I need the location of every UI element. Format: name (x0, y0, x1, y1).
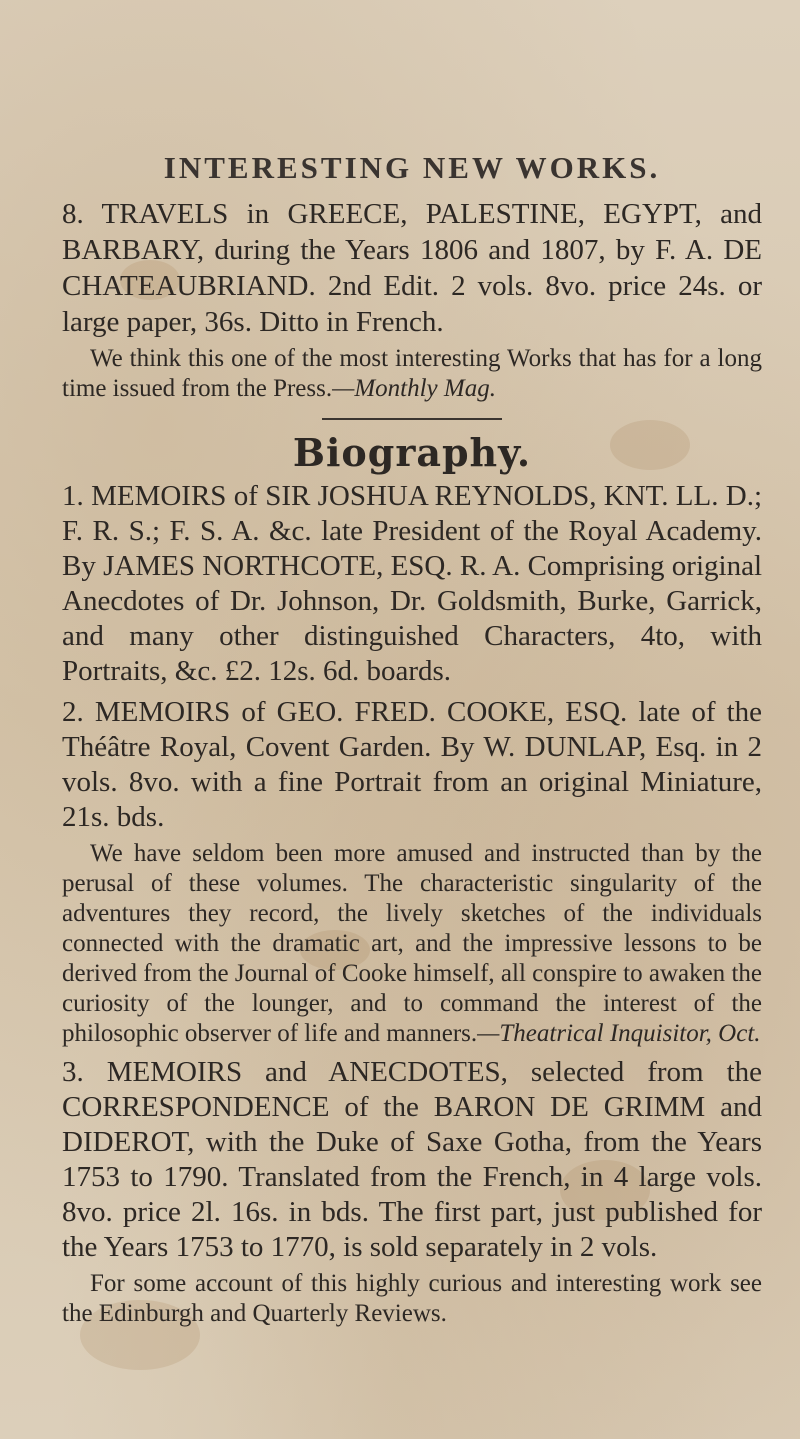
divider-rule (322, 418, 502, 420)
review-source: —Theatrical Inquisitor, Oct. (477, 1020, 761, 1047)
entry-grimm (62, 1055, 762, 1329)
entry-body: MEMOIRS of SIR JOSHUA REYNOLDS, KNT. LL. D.; F. R. S.; F. S. A. &c. late President of the Royal Academy. By JAMES NORTHCOTE, ESQ. R. A. Comprising original Anecdotes of Dr. Johnson, Dr. Goldsmith, Burke, Garrick, and many other distinguished Characters, 4to, with Portraits, &c. £2. 12s. 6d. boards. (62, 480, 762, 687)
entry-reynolds (62, 479, 762, 689)
entry-travels (62, 196, 762, 404)
review-text: We have seldom been more amused and instructed than by the perusal of these volumes. The characteristic singularity of the adventures they record, the lively sketches of the individuals connected with the dramatic art, and the impressive lessons to be derived from the Journal of Cooke himself, all conspire to awaken the curiosity of the lounger, and to command the interest of the philosophic observer of life and manners. (62, 840, 762, 1047)
entry-number: 1. (62, 480, 84, 512)
review-quote (62, 839, 762, 1049)
review-quote (62, 1269, 762, 1329)
entry-text (62, 479, 762, 689)
review-source: —Monthly Mag. (332, 375, 496, 402)
entry-body: TRAVELS in GREECE, PALESTINE, EGYPT, and BARBARY, during the Years 1806 and 1807, by F. A. DE CHATEAUBRIAND. 2nd Edit. 2 vols. 8vo. price 24s. or large paper, 36s. Ditto in French. (62, 198, 763, 338)
page-header: INTERESTING NEW WORKS. (163, 150, 661, 185)
entry-number: 2. (62, 696, 84, 728)
section-title: Biography. (292, 430, 532, 475)
entry-number: 3. (62, 1056, 84, 1088)
review-quote (62, 344, 762, 404)
page-content (62, 150, 762, 1335)
entry-number: 8. (62, 198, 84, 230)
entry-body: MEMOIRS and ANECDOTES, selected from the CORRESPONDENCE of the BARON DE GRIMM and DIDEROT, with the Duke of Saxe Gotha, from the Years 1753 to 1790. Translated from the French, in 4 large vols. 8vo. price 2l. 16s. in bds. The first part, just published for the Years 1753 to 1770, is sold separately in 2 vols. (62, 1056, 763, 1263)
review-text: For some account of this highly curious and interesting work see the Edinburgh and Quarterly Reviews. (62, 1270, 762, 1327)
entry-text (62, 1055, 762, 1265)
entry-body: MEMOIRS of GEO. FRED. COOKE, ESQ. late of the Théâtre Royal, Covent Garden. By W. DUNLAP, Esq. in 2 vols. 8vo. with a fine Portrait from an original Miniature, 21s. bds. (62, 696, 763, 833)
entry-text (62, 196, 762, 340)
entry-cooke (62, 695, 762, 1049)
review-text: We think this one of the most interesting Works that has for a long time issued from the Press. (62, 345, 762, 402)
entry-text (62, 695, 762, 835)
